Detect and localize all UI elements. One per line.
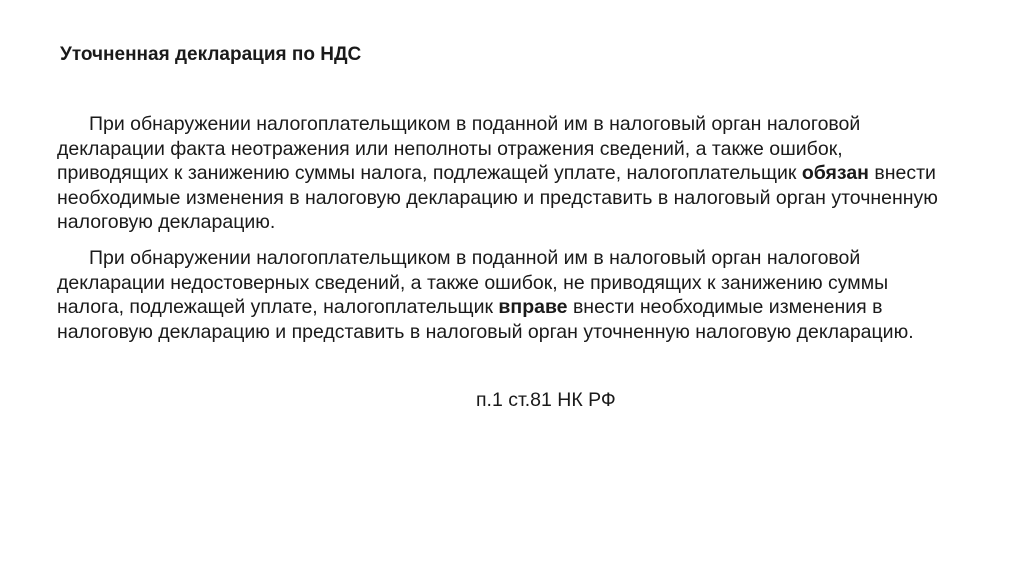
paragraph-text: При обнаружении налогоплательщиком в поданной им в налоговый орган налоговой декларации недостоверных сведений, а также ошибок, не приводящих к занижению суммы налога, подлежащей уплате, налогоплательщик: [57, 246, 889, 319]
slide-body: [57, 112, 957, 344]
paragraph-text: внести необходимые изменения в налоговую декларацию и представить в налоговый орган уточненную налоговую декларацию.: [57, 162, 938, 234]
emphasis-entitled: вправе: [498, 296, 568, 319]
slide-title: Уточненная декларация по НДС: [60, 44, 362, 65]
paragraph-right: [57, 246, 957, 344]
paragraph-text: При обнаружении налогоплательщиком в поданной им в налоговый орган налоговой декларации факта неотражения или неполноты отражения сведений, а также ошибок, приводящих к занижению суммы налога, подлежащей уплате, налогоплательщик: [57, 113, 861, 185]
law-reference: п.1 ст.81 НК РФ: [476, 389, 616, 411]
paragraph-text: внести необходимые изменения в налоговую декларацию и представить в налоговый орган уточненную налоговую декларацию.: [57, 296, 914, 343]
paragraph-obligation: [57, 112, 957, 235]
emphasis-obligated: обязан: [801, 162, 869, 185]
